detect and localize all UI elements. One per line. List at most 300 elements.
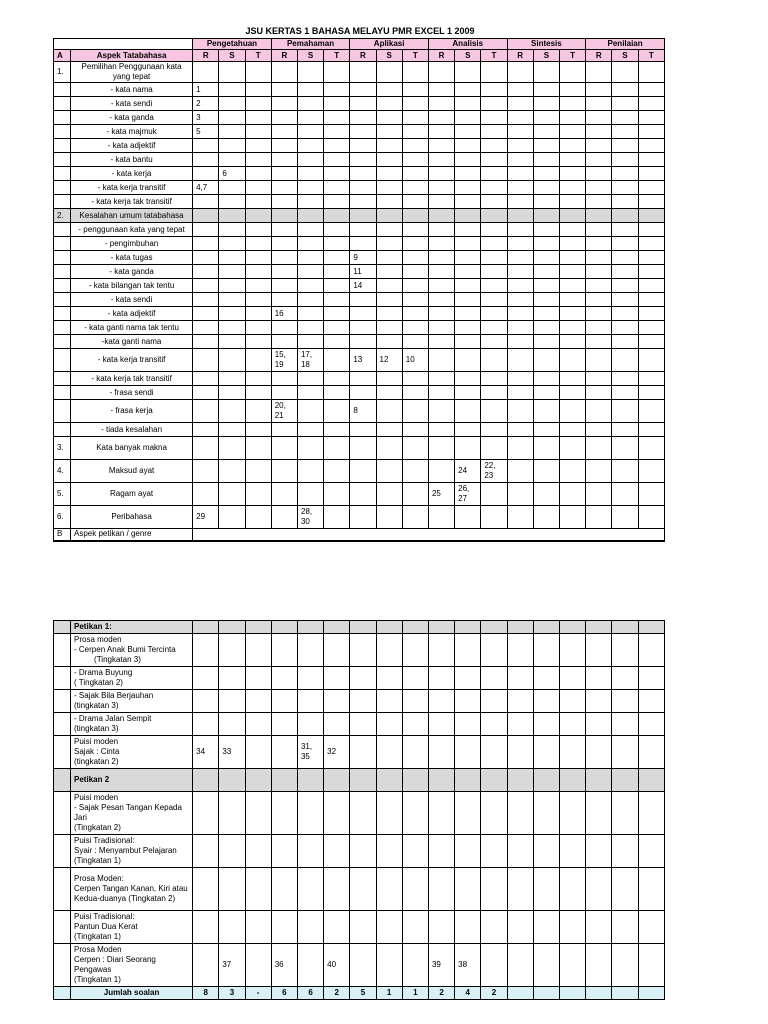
value-cell (350, 621, 376, 634)
value-cell (455, 195, 481, 209)
value-cell (533, 769, 559, 792)
value-cell (245, 792, 271, 835)
petikan-row (54, 736, 665, 769)
label-line: (Tingkatan 1) (74, 856, 121, 865)
petikan-label (71, 667, 193, 690)
row-blank (54, 911, 71, 944)
value-cell: 28, 30 (297, 506, 323, 529)
value-cell: 11 (350, 265, 376, 279)
value-text: 38 (458, 960, 468, 969)
value-cell (271, 279, 297, 293)
value-cell (271, 835, 297, 868)
value-cell (559, 321, 585, 335)
value-cell (219, 944, 245, 987)
value-cell (638, 97, 664, 111)
value-cell (376, 868, 402, 911)
value-cell (376, 792, 402, 835)
value-cell (402, 167, 428, 181)
value-cell (350, 868, 376, 911)
row-number (54, 335, 71, 349)
value-cell (193, 769, 219, 792)
value-cell (402, 195, 428, 209)
value-cell (271, 251, 297, 265)
total-cell: 2 (324, 987, 350, 1000)
aspect-row (54, 97, 665, 111)
value-cell (402, 437, 428, 460)
aspect-label: - kata kerja transitif (71, 181, 193, 195)
value-cell (481, 83, 507, 97)
value-cell (428, 400, 454, 423)
value-cell (297, 139, 323, 153)
value-cell (533, 690, 559, 713)
value-cell (507, 153, 533, 167)
value-cell: 14 (350, 279, 376, 293)
aspect-row (54, 167, 665, 181)
row-blank (54, 621, 71, 634)
value-cell (507, 792, 533, 835)
value-cell (455, 279, 481, 293)
value-cell (455, 97, 481, 111)
value-cell (559, 209, 585, 223)
value-cell (193, 460, 219, 483)
row-blank (54, 792, 71, 835)
value-cell (455, 251, 481, 265)
group-header: Sintesis (507, 39, 586, 50)
value-cell (533, 307, 559, 321)
petikan-label (71, 835, 193, 868)
value-cell (533, 125, 559, 139)
value-cell (376, 386, 402, 400)
group-header: Pemahaman (271, 39, 350, 50)
value-cell (481, 634, 507, 667)
aspect-label: Ragam ayat (71, 483, 193, 506)
value-cell (402, 483, 428, 506)
value-cell (533, 506, 559, 529)
value-cell (402, 372, 428, 386)
value-cell (271, 868, 297, 911)
value-cell (402, 321, 428, 335)
total-blank (54, 987, 71, 1000)
value-cell (245, 62, 271, 83)
value-cell (612, 437, 638, 460)
value-cell (612, 634, 638, 667)
value-cell (428, 423, 454, 437)
value-cell (507, 713, 533, 736)
value-cell (507, 506, 533, 529)
value-cell (324, 690, 350, 713)
value-cell (533, 237, 559, 251)
value-cell (376, 237, 402, 251)
value-cell (219, 437, 245, 460)
value-cell (245, 634, 271, 667)
value-cell (297, 62, 323, 83)
value-cell (428, 769, 454, 792)
value-cell (559, 372, 585, 386)
value-cell (324, 181, 350, 195)
value-cell (219, 125, 245, 139)
value-cell (350, 293, 376, 307)
value-cell (507, 293, 533, 307)
value-cell (193, 944, 219, 987)
value-cell (219, 868, 245, 911)
value-cell (559, 736, 585, 769)
value-cell (402, 386, 428, 400)
label-line: Petikan 2 (74, 775, 110, 784)
row-blank (54, 835, 71, 868)
label-line: Puisi Tradisional: (74, 912, 135, 921)
value-cell (297, 400, 323, 423)
value-cell (245, 223, 271, 237)
value-cell (638, 868, 664, 911)
value-cell (586, 483, 612, 506)
value-cell (507, 321, 533, 335)
value-cell (638, 139, 664, 153)
aspect-row (54, 237, 665, 251)
aspect-row (54, 251, 665, 265)
value-cell (324, 792, 350, 835)
value-cell (324, 736, 350, 769)
aspect-label: - pengimbuhan (71, 237, 193, 251)
row-number (54, 307, 71, 321)
row-number (54, 400, 71, 423)
value-cell (324, 237, 350, 251)
value-cell (586, 713, 612, 736)
value-cell (533, 349, 559, 372)
value-cell (586, 125, 612, 139)
section-b-no: B (54, 529, 71, 541)
petikan-row (54, 690, 665, 713)
total-label: Jumlah soalan (71, 987, 193, 1000)
value-cell (612, 769, 638, 792)
value-cell (533, 62, 559, 83)
value-cell (638, 125, 664, 139)
value-cell (271, 83, 297, 97)
group-header: Penilaian (586, 39, 665, 50)
value-cell (219, 634, 245, 667)
aspect-label: - frasa kerja (71, 400, 193, 423)
value-cell (586, 62, 612, 83)
total-row (54, 987, 665, 1000)
value-cell (533, 293, 559, 307)
value-cell (507, 181, 533, 195)
value-cell (271, 667, 297, 690)
value-cell (428, 293, 454, 307)
value-cell (376, 209, 402, 223)
value-cell (297, 792, 323, 835)
value-text: 34 (196, 747, 206, 756)
value-cell (245, 349, 271, 372)
value-cell (455, 400, 481, 423)
aspect-label: - kata adjektif (71, 139, 193, 153)
value-cell (297, 460, 323, 483)
value-cell (428, 153, 454, 167)
value-cell (455, 335, 481, 349)
value-cell (350, 506, 376, 529)
value-cell (507, 621, 533, 634)
aspect-row (54, 335, 665, 349)
value-cell (638, 265, 664, 279)
value-cell (271, 769, 297, 792)
value-cell (507, 335, 533, 349)
value-cell (559, 349, 585, 372)
petikan-row (54, 713, 665, 736)
petikan-row (54, 911, 665, 944)
row-number (54, 139, 71, 153)
value-cell (481, 167, 507, 181)
value-cell (350, 423, 376, 437)
value-cell (428, 237, 454, 251)
value-cell (638, 279, 664, 293)
value-cell (193, 223, 219, 237)
value-cell (455, 690, 481, 713)
value-cell (428, 437, 454, 460)
value-cell (350, 153, 376, 167)
value-cell (402, 83, 428, 97)
row-number (54, 423, 71, 437)
value-cell: 10 (402, 349, 428, 372)
value-cell (271, 335, 297, 349)
value-cell (245, 423, 271, 437)
value-cell (219, 506, 245, 529)
total-cell (638, 987, 664, 1000)
value-cell (533, 483, 559, 506)
value-cell (297, 293, 323, 307)
value-cell (324, 195, 350, 209)
row-number: 6. (54, 506, 71, 529)
value-cell (559, 181, 585, 195)
petikan-label (71, 690, 193, 713)
value-cell (455, 944, 481, 987)
value-cell (428, 621, 454, 634)
value-cell (612, 868, 638, 911)
value-cell (533, 386, 559, 400)
value-cell (271, 506, 297, 529)
value-cell (481, 437, 507, 460)
value-cell (559, 690, 585, 713)
aspect-row (54, 460, 665, 483)
value-cell (350, 125, 376, 139)
value-cell (297, 483, 323, 506)
total-cell: 6 (271, 987, 297, 1000)
value-cell (271, 97, 297, 111)
value-cell (219, 111, 245, 125)
value-cell (350, 372, 376, 386)
value-cell (350, 667, 376, 690)
value-cell (297, 279, 323, 293)
sub-header: T (481, 50, 507, 62)
value-cell (193, 279, 219, 293)
value-cell: 22, 23 (481, 460, 507, 483)
row-number (54, 372, 71, 386)
value-cell (612, 944, 638, 987)
value-cell (481, 97, 507, 111)
value-cell (455, 736, 481, 769)
value-cell (507, 372, 533, 386)
value-cell (455, 667, 481, 690)
aspect-label: - kata kerja (71, 167, 193, 181)
value-cell (297, 125, 323, 139)
aspect-label: -kata ganti nama (71, 335, 193, 349)
sub-header: T (402, 50, 428, 62)
sub-header: T (324, 50, 350, 62)
value-cell (219, 83, 245, 97)
value-cell (612, 265, 638, 279)
value-cell (245, 167, 271, 181)
value-cell (350, 736, 376, 769)
value-cell (376, 167, 402, 181)
value-cell (428, 195, 454, 209)
value-cell (481, 279, 507, 293)
value-cell (324, 769, 350, 792)
value-cell: 24 (455, 460, 481, 483)
value-cell (481, 62, 507, 83)
value-cell (297, 111, 323, 125)
value-cell (586, 835, 612, 868)
value-cell (455, 386, 481, 400)
value-cell (376, 195, 402, 209)
value-cell (586, 437, 612, 460)
aspect-label: - tiada kesalahan (71, 423, 193, 437)
value-cell (507, 349, 533, 372)
value-cell (612, 307, 638, 321)
value-cell (402, 97, 428, 111)
value-cell (428, 139, 454, 153)
value-cell (428, 111, 454, 125)
value-cell (324, 209, 350, 223)
value-cell (402, 621, 428, 634)
value-cell (350, 944, 376, 987)
value-cell (638, 153, 664, 167)
header-col-a: A (54, 50, 71, 62)
value-cell (455, 181, 481, 195)
label-line: - Drama Buyung (74, 668, 133, 677)
value-cell (481, 335, 507, 349)
section-b-row (54, 529, 665, 541)
value-cell (219, 223, 245, 237)
value-cell (428, 868, 454, 911)
value-cell (507, 423, 533, 437)
value-cell (324, 321, 350, 335)
value-cell (245, 251, 271, 265)
value-cell (245, 83, 271, 97)
value-cell (638, 167, 664, 181)
value-cell (507, 251, 533, 265)
value-cell (297, 265, 323, 279)
row-number (54, 279, 71, 293)
value-cell (638, 911, 664, 944)
value-cell (507, 483, 533, 506)
value-cell (638, 667, 664, 690)
value-cell (481, 713, 507, 736)
group-header: Aplikasi (350, 39, 429, 50)
aspect-label: - kata ganti nama tak tentu (71, 321, 193, 335)
value-cell (297, 237, 323, 251)
value-cell (402, 460, 428, 483)
value-cell (402, 125, 428, 139)
value-cell (507, 667, 533, 690)
value-cell: 5 (193, 125, 219, 139)
value-cell (245, 437, 271, 460)
value-cell (219, 251, 245, 265)
value-cell (533, 736, 559, 769)
value-cell: 15, 19 (271, 349, 297, 372)
value-cell (586, 944, 612, 987)
value-cell (402, 667, 428, 690)
value-cell (507, 62, 533, 83)
value-cell (638, 251, 664, 265)
value-cell (271, 460, 297, 483)
value-cell (324, 423, 350, 437)
petikan-label (71, 713, 193, 736)
value-cell (533, 167, 559, 181)
value-cell (481, 237, 507, 251)
sub-header: S (376, 50, 402, 62)
value-cell (245, 483, 271, 506)
value-cell (350, 181, 376, 195)
total-cell: 3 (219, 987, 245, 1000)
value-cell (271, 111, 297, 125)
value-cell (324, 460, 350, 483)
value-cell (297, 634, 323, 667)
sub-header: R (586, 50, 612, 62)
value-cell (481, 181, 507, 195)
value-cell (402, 769, 428, 792)
value-cell (271, 321, 297, 335)
row-number (54, 321, 71, 335)
value-cell (297, 335, 323, 349)
value-cell (533, 835, 559, 868)
value-cell (402, 279, 428, 293)
value-cell (219, 690, 245, 713)
value-cell (428, 209, 454, 223)
aspect-row (54, 223, 665, 237)
total-cell: 1 (402, 987, 428, 1000)
value-cell (324, 944, 350, 987)
label-line: (Tingkatan 1) (74, 975, 121, 984)
value-cell (245, 690, 271, 713)
value-cell (481, 209, 507, 223)
value-cell (612, 181, 638, 195)
value-cell (481, 944, 507, 987)
value-cell (271, 293, 297, 307)
value-cell (612, 386, 638, 400)
label-line: Cerpen : Diari Seorang Pengawas (74, 955, 159, 974)
value-cell (533, 713, 559, 736)
value-cell (350, 321, 376, 335)
value-cell (245, 460, 271, 483)
value-cell (507, 279, 533, 293)
value-cell (324, 111, 350, 125)
label-line: Pantun Dua Kerat (74, 922, 138, 931)
value-cell (219, 97, 245, 111)
value-cell (297, 307, 323, 321)
value-cell (376, 634, 402, 667)
value-cell (638, 321, 664, 335)
value-cell (297, 835, 323, 868)
value-cell: 17, 18 (297, 349, 323, 372)
aspect-row (54, 265, 665, 279)
value-cell (638, 223, 664, 237)
value-cell (612, 349, 638, 372)
value-cell (455, 153, 481, 167)
label-line: Prosa Moden: (74, 874, 124, 883)
value-cell (481, 349, 507, 372)
value-cell (402, 111, 428, 125)
value-cell (481, 400, 507, 423)
aspect-label: - kata sendi (71, 97, 193, 111)
value-cell (219, 769, 245, 792)
value-cell (533, 423, 559, 437)
